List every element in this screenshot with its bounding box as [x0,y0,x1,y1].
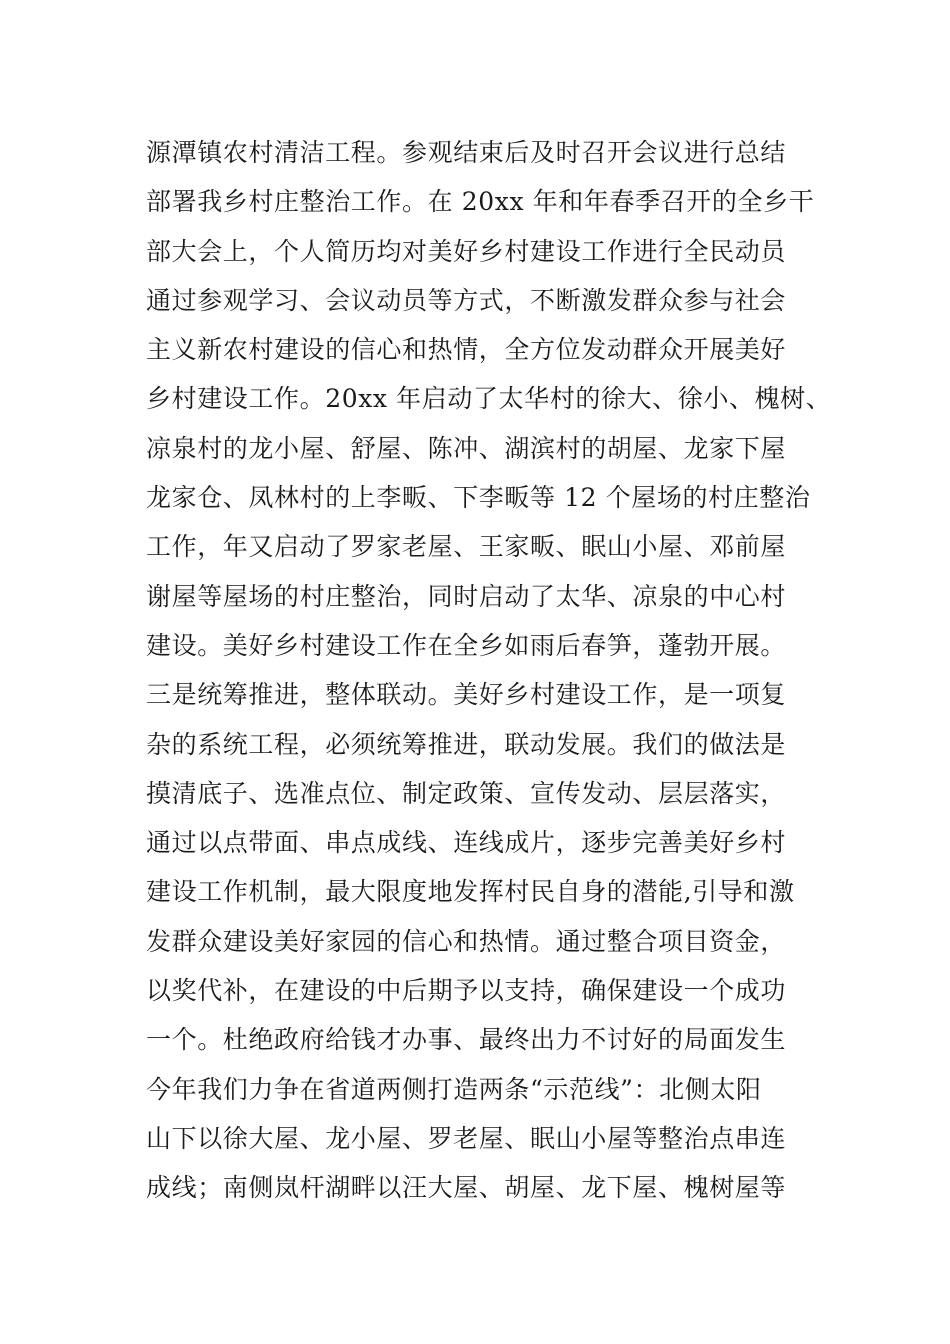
text-line: 发群众建设美好家园的信心和热情。通过整合项目资金， [146,926,787,956]
text-line: 以奖代补，在建设的中后期予以支持，确保建设一个成功 [146,976,787,1006]
text-line: 主义新农村建设的信心和热情，全方位发动群众开展美好 [146,335,787,365]
text-line: 一个。杜绝政府给钱才办事、最终出力不讨好的局面发生 [146,1025,787,1055]
text-line: 谢屋等屋场的村庄整治，同时启动了太华、凉泉的中心村 [146,581,787,611]
text-line: 建设工作机制，最大限度地发挥村民自身的潜能,引导和激 [146,877,795,907]
body-text [146,128,832,1213]
text-line: 通过参观学习、会议动员等方式，不断激发群众参与社会 [146,285,787,315]
text-line: 乡村建设工作。20xx 年启动了太华村的徐大、徐小、槐树、 [146,384,832,414]
text-line: 建设。美好乡村建设工作在全乡如雨后春笋，蓬勃开展。 [146,630,787,660]
text-line: 龙家仓、凤林村的上李畈、下李畈等 12 个屋场的村庄整治 [146,483,811,513]
text-line: 部大会上，个人简历均对美好乡村建设工作进行全民动员 [146,236,787,266]
text-line: 摸清底子、选准点位、制定政策、宣传发动、层层落实， [146,778,787,808]
text-line: 凉泉村的龙小屋、舒屋、陈冲、湖滨村的胡屋、龙家下屋 [146,433,787,463]
text-line: 工作，年又启动了罗家老屋、王家畈、眠山小屋、邓前屋 [146,532,787,562]
text-line: 通过以点带面、串点成线、连线成片，逐步完善美好乡村 [146,828,787,858]
paragraph-start-line: 三是统筹推进，整体联动。美好乡村建设工作，是一项复 [146,680,787,710]
text-line: 山下以徐大屋、龙小屋、罗老屋、眠山小屋等整治点串连 [146,1123,787,1153]
text-line: 杂的系统工程，必须统筹推进，联动发展。我们的做法是 [146,729,787,759]
text-line: 源潭镇农村清洁工程。参观结束后及时召开会议进行总结 [146,138,787,167]
text-line: 成线；南侧岚杆湖畔以汪大屋、胡屋、龙下屋、槐树屋等 [146,1173,787,1203]
text-line: 部署我乡村庄整治工作。在 20xx 年和年春季召开的全乡干 [146,187,815,217]
text-line: 今年我们力争在省道两侧打造两条“示范线”：北侧太阳 [146,1074,762,1104]
